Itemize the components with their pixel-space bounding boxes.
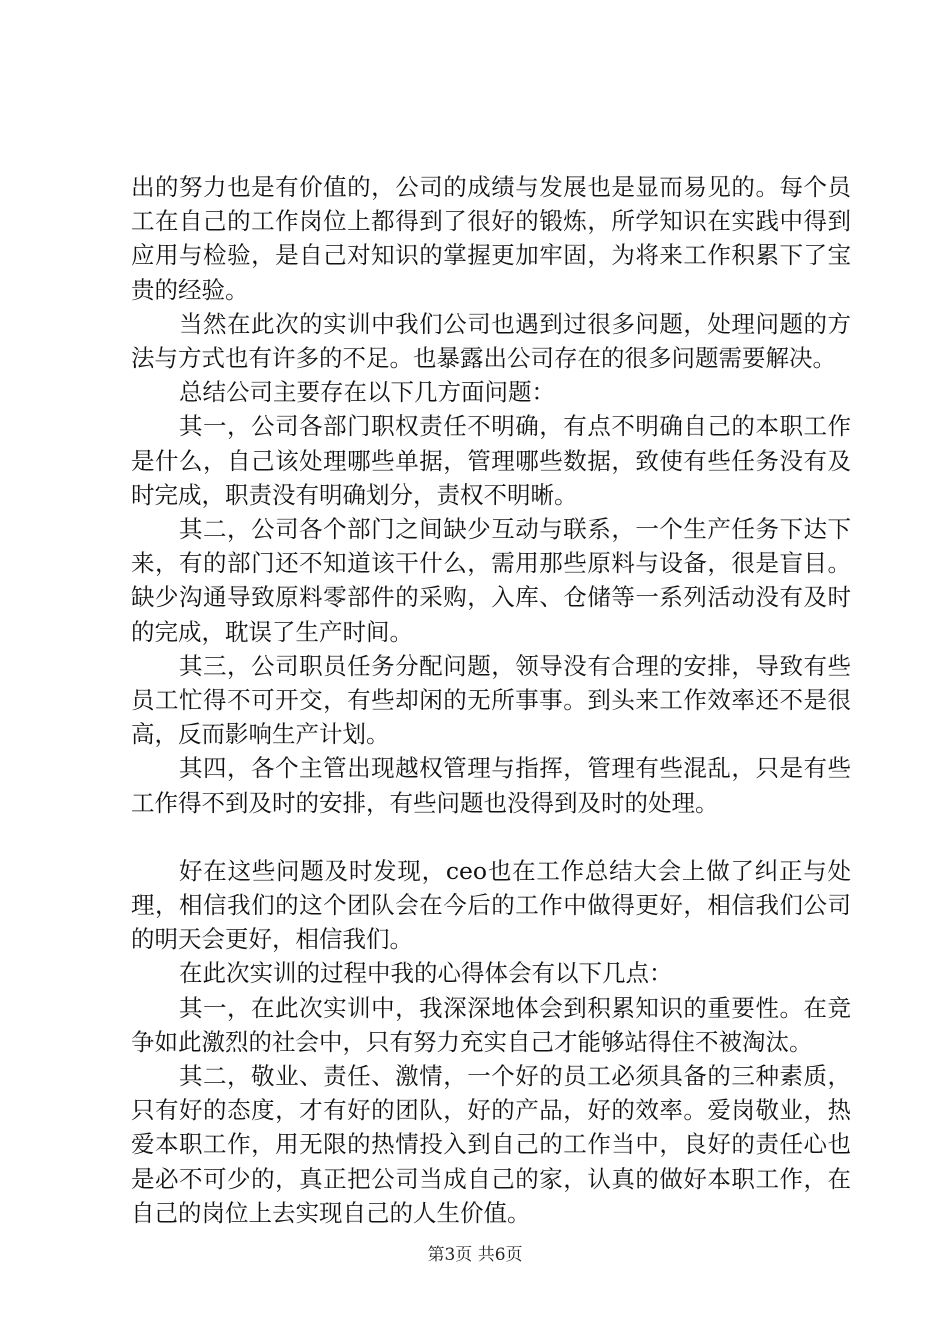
paragraph-3: 总结公司主要存在以下几方面问题： bbox=[179, 378, 555, 407]
document-body bbox=[131, 170, 851, 1230]
paragraph-7: 其四，各个主管出现越权管理与指挥，管理有些混乱，只是有些工作得不到及时的安排，有些问题也没得到及时的处理。 bbox=[131, 754, 851, 817]
page-number-footer: 第3页 共6页 bbox=[427, 1245, 523, 1265]
paragraph-2: 当然在此次的实训中我们公司也遇到过很多问题，处理问题的方法与方式也有许多的不足。也暴露出公司存在的很多问题需要解决。 bbox=[131, 309, 851, 373]
paragraph-6: 其三，公司职员任务分配问题，领导没有合理的安排，导致有些员工忙得不可开交，有些却闲的无所事事。到头来工作效率还不是很高，反而影响生产计划。 bbox=[131, 651, 851, 749]
paragraph-5: 其二，公司各个部门之间缺少互动与联系，一个生产任务下达下来，有的部门还不知道该干什么，需用那些原料与设备，很是盲目。缺少沟通导致原料零部件的采购，入库、仓储等一系列活动没有及时的完成，耽误了生产时间。 bbox=[131, 515, 851, 646]
paragraph-4: 其一，公司各部门职权责任不明确，有点不明确自己的本职工作是什么，自己该处理哪些单据，管理哪些数据，致使有些任务没有及时完成，职责没有明确划分，责权不明晰。 bbox=[131, 412, 851, 509]
paragraph-11: 其二，敬业、责任、激情，一个好的员工必须具备的三种素质，只有好的态度，才有好的团队，好的产品，好的效率。爱岗敬业，热爱本职工作，用无限的热情投入到自己的工作当中，良好的责任心也是必不可少的，真正把公司当成自己的家，认真的做好本职工作，在自己的岗位上去实现自己的人生价值。 bbox=[131, 1062, 851, 1227]
paragraph-8: 好在这些问题及时发现，ceo也在工作总结大会上做了纠正与处理，相信我们的这个团队会在今后的工作中做得更好，相信我们公司的明天会更好，相信我们。 bbox=[131, 856, 851, 954]
paragraph-10: 其一，在此次实训中，我深深地体会到积累知识的重要性。在竞争如此激烈的社会中，只有努力充实自己才能够站得住不被淘汰。 bbox=[131, 993, 851, 1056]
paragraph-9: 在此次实训的过程中我的心得体会有以下几点： bbox=[179, 959, 673, 988]
paragraph-1: 出的努力也是有价值的，公司的成绩与发展也是显而易见的。每个员工在自己的工作岗位上都得到了很好的锻炼，所学知识在实践中得到应用与检验，是自己对知识的掌握更加牢固，为将来工作积累下了宝贵的经验。 bbox=[131, 173, 851, 304]
